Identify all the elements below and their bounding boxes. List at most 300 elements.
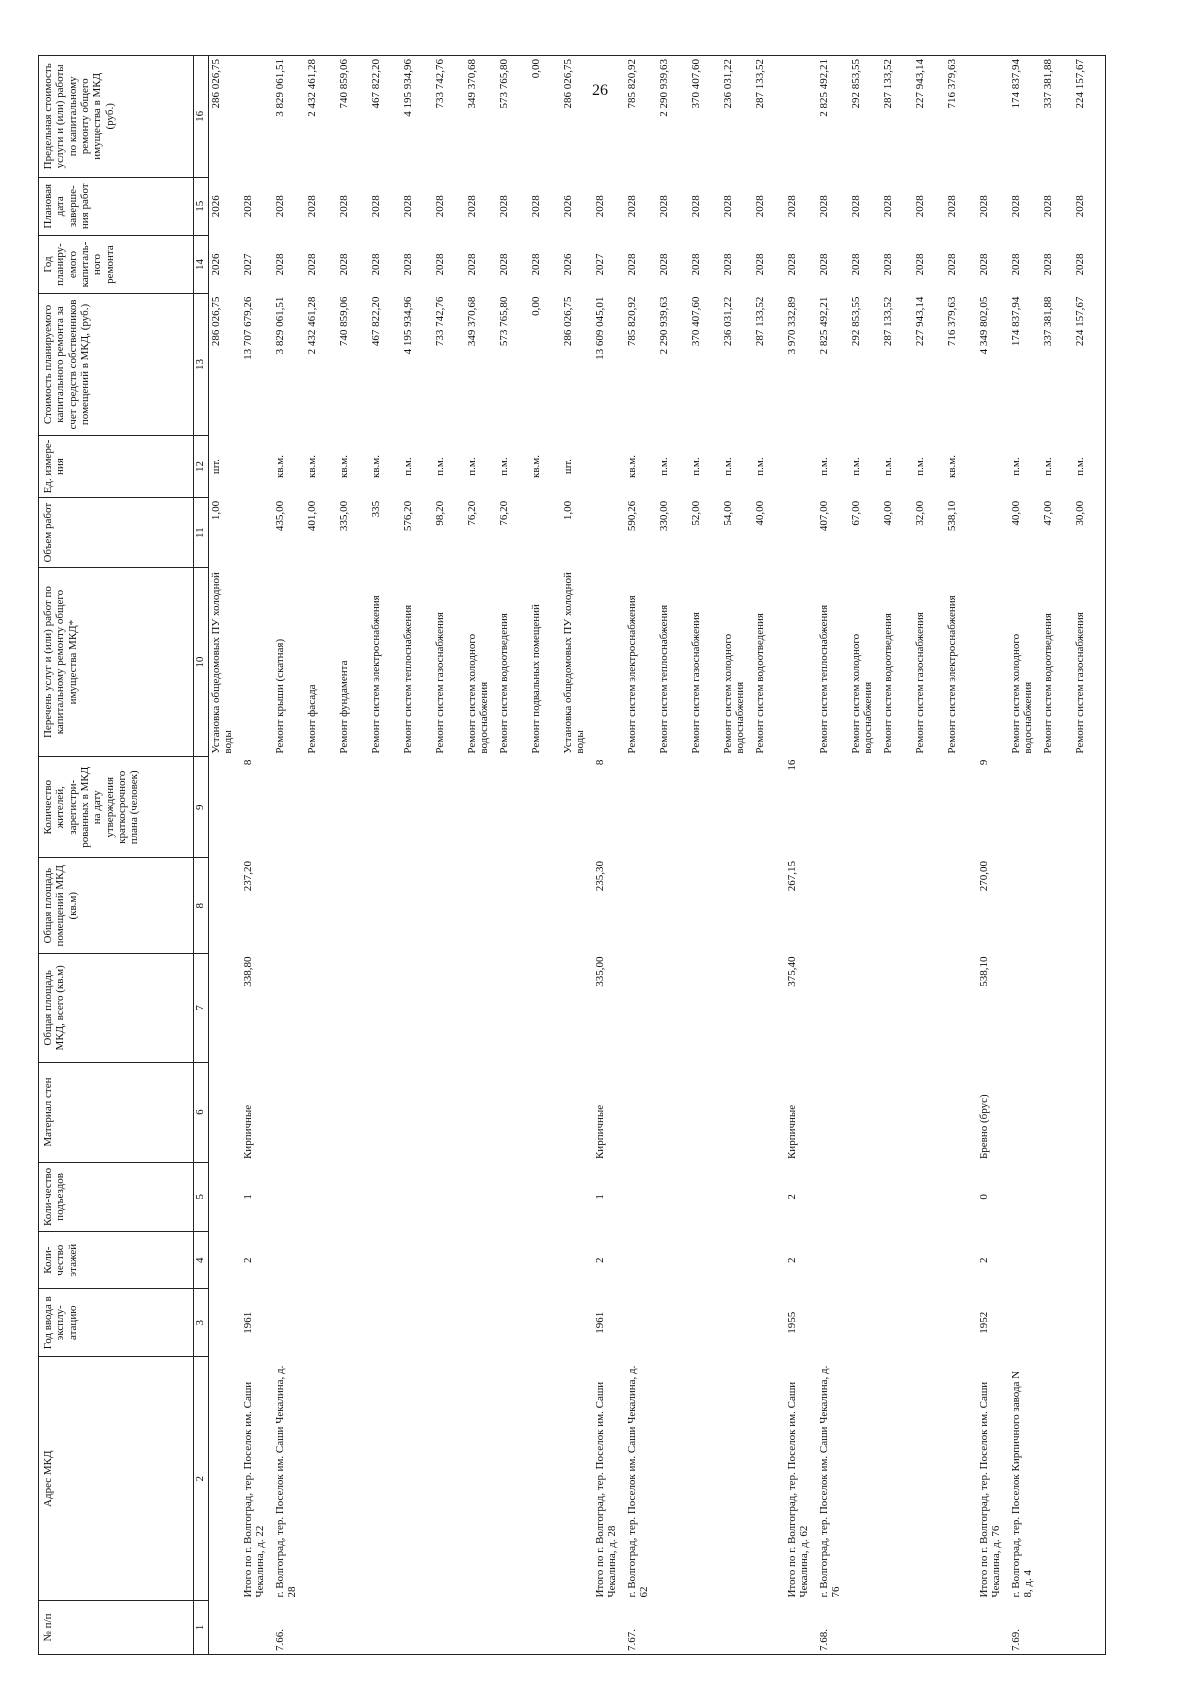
entrances-count-cell [1041,1162,1073,1232]
wall-material-cell [369,1062,401,1162]
entrances-count-cell [849,1162,881,1232]
floors-count-cell [753,1232,785,1289]
premises-area-cell [465,858,497,954]
work-type-cell: Ремонт систем холодного водоснабжения [722,633,747,754]
planned-cost-cell: 174 837,94 [1010,296,1022,347]
floors-count-cell: 2 [594,1257,606,1263]
commission-year-cell [497,1289,529,1357]
commission-year-cell [1073,1289,1106,1357]
work-type-cell: Ремонт систем электроснабжения [626,595,638,754]
plan-year-cell: 2028 [850,253,862,276]
planned-cost-cell: 733 742,76 [434,296,446,347]
work-volume-cell: 76,20 [498,500,510,526]
planned-cost-cell: 236 031,22 [722,296,734,347]
work-volume-cell [977,498,1009,568]
max-cost-cell: 2 432 461,28 [305,56,337,178]
residents-count-cell [465,757,497,858]
floors-count-cell [945,1232,977,1289]
residents-count-cell [817,757,849,858]
max-cost-cell [977,56,1009,178]
planned-cost-cell: 337 381,88 [1042,296,1054,347]
row-number-cell: 7.69. [1009,1601,1041,1655]
floors-count-cell: 2 [242,1257,254,1263]
planned-cost-cell: 292 853,55 [850,296,862,347]
column-number: 1 [194,1601,209,1655]
residents-count-cell [337,757,369,858]
wall-material-cell [529,1062,561,1162]
row-number-cell [593,1601,625,1655]
column-number: 10 [194,568,209,757]
wall-material-cell [401,1062,433,1162]
work-type-cell: Ремонт систем газоснабжения [1073,568,1106,757]
column-header: Общая площадь помещений МКД (кв.м) [39,858,194,954]
entrances-count-cell [689,1162,721,1232]
completion-date-cell: 2028 [274,195,286,218]
row-number-cell [241,1601,273,1655]
residents-count-cell [1009,757,1041,858]
plan-year-cell: 2028 [818,253,830,276]
total-area-cell [945,954,977,1063]
commission-year-cell [753,1289,785,1357]
residents-count-cell [497,757,529,858]
floors-count-cell [881,1232,913,1289]
premises-area-cell [1041,858,1073,954]
unit-cell: п.м. [882,457,894,476]
table-row [593,56,625,1655]
planned-cost-cell: 227 943,14 [914,296,926,347]
total-area-cell [497,954,529,1063]
column-header: Перечень услуг и (или) работ по капитальному ремонту общего имущества МКД* [39,568,194,757]
row-number-cell [753,1601,785,1655]
commission-year-cell [209,1289,242,1357]
work-type-cell: Ремонт систем теплоснабжения [658,604,670,754]
wall-material-cell [305,1062,337,1162]
total-area-cell [433,954,465,1063]
column-number: 9 [194,757,209,858]
residents-count-cell [1073,757,1106,858]
wall-material-cell [881,1062,913,1162]
completion-date-cell: 2028 [466,195,478,218]
premises-area-cell [209,858,242,954]
residents-count-cell [721,757,753,858]
table-row [753,56,785,1655]
unit-cell: п.м. [402,457,414,476]
planned-cost-cell: 13 609 045,01 [594,296,606,360]
entrances-count-cell [753,1162,785,1232]
row-number-cell [497,1601,529,1655]
row-number-cell: 7.67. [625,1601,657,1655]
residents-count-cell [305,757,337,858]
table-row [689,56,721,1655]
total-area-cell [817,954,849,1063]
premises-area-cell: 235,30 [594,860,606,892]
floors-count-cell [529,1232,561,1289]
unit-cell: п.м. [434,457,446,476]
row-number-cell [561,1601,593,1655]
entrances-count-cell [817,1162,849,1232]
work-type-cell [785,568,817,757]
address-cell [721,1357,753,1601]
wall-material-cell [433,1062,465,1162]
wall-material-cell [849,1062,881,1162]
premises-area-cell [881,858,913,954]
address-cell [369,1357,401,1601]
plan-year-cell: 2028 [978,253,990,276]
table-row [1041,56,1073,1655]
completion-date-cell: 2028 [690,195,702,218]
plan-year-cell: 2028 [658,253,670,276]
max-cost-cell: 287 133,52 [881,56,913,178]
completion-date-cell: 2028 [626,195,638,218]
residents-count-cell [753,757,785,858]
unit-cell: кв.м. [946,455,958,479]
floors-count-cell [273,1232,305,1289]
unit-cell: п.м. [658,457,670,476]
residents-count-cell [433,757,465,858]
column-header: Объем работ [39,498,194,568]
completion-date-cell: 2028 [1042,195,1054,218]
premises-area-cell: 270,00 [978,860,990,892]
commission-year-cell [721,1289,753,1357]
column-header: Стоимость планируемого капитального ремонта за счет средств собственников помещений в МКД, (руб.) [39,294,194,436]
capital-repair-table [38,55,1106,1655]
column-number: 13 [194,294,209,436]
premises-area-cell [1009,858,1041,954]
work-type-cell: Ремонт систем теплоснабжения [818,604,830,754]
unit-cell: п.м. [1042,457,1054,476]
unit-cell: шт. [210,458,222,475]
max-cost-cell: 785 820,92 [625,56,657,178]
row-number-cell [465,1601,497,1655]
max-cost-cell: 467 822,20 [369,56,401,178]
premises-area-cell [369,858,401,954]
entrances-count-cell [337,1162,369,1232]
work-volume-cell: 407,00 [818,500,830,532]
completion-date-cell: 2028 [818,195,830,218]
work-type-cell: Установка общедомовых ПУ холодной воды [210,572,235,754]
max-cost-cell: 2 825 492,21 [817,56,849,178]
premises-area-cell [913,858,945,954]
wall-material-cell [945,1062,977,1162]
commission-year-cell [337,1289,369,1357]
entrances-count-cell [945,1162,977,1232]
total-area-cell [1073,954,1106,1063]
entrances-count-cell [465,1162,497,1232]
floors-count-cell [561,1232,593,1289]
total-area-cell [401,954,433,1063]
table-row [273,56,305,1655]
max-cost-cell: 716 379,63 [945,56,977,178]
address-cell [849,1357,881,1601]
wall-material-cell: Кирпичные [242,1104,254,1160]
premises-area-cell: 267,15 [786,860,798,892]
planned-cost-cell: 2 825 492,21 [818,296,830,355]
work-volume-cell: 67,00 [850,500,862,526]
address-cell [209,1357,242,1601]
address-cell [337,1357,369,1601]
row-number-cell [785,1601,817,1655]
max-cost-cell: 0,00 [529,56,561,178]
unit-cell: п.м. [914,457,926,476]
premises-area-cell [337,858,369,954]
plan-year-cell: 2026 [210,253,222,276]
table-row [497,56,529,1655]
wall-material-cell [625,1062,657,1162]
unit-cell: кв.м. [274,455,286,479]
table-row [1073,56,1106,1655]
work-volume-cell: 1,00 [562,500,574,521]
row-number-cell [721,1601,753,1655]
work-type-cell: Ремонт систем газоснабжения [434,612,446,754]
residents-count-cell: 16 [786,759,798,771]
plan-year-cell: 2028 [402,253,414,276]
completion-date-cell: 2028 [242,195,254,218]
total-area-cell [337,954,369,1063]
plan-year-cell: 2028 [498,253,510,276]
commission-year-cell: 1955 [786,1311,798,1334]
commission-year-cell [305,1289,337,1357]
planned-cost-cell: 286 026,75 [210,296,222,347]
max-cost-cell: 733 742,76 [433,56,465,178]
plan-year-cell: 2028 [626,253,638,276]
column-number: 15 [194,177,209,235]
row-number-cell [369,1601,401,1655]
table-row [977,56,1009,1655]
completion-date-cell: 2028 [882,195,894,218]
column-number: 4 [194,1232,209,1289]
residents-count-cell [209,757,242,858]
wall-material-cell [1073,1062,1106,1162]
column-header: Коли-чество этажей [39,1232,194,1289]
planned-cost-cell: 716 379,63 [946,296,958,347]
total-area-cell [465,954,497,1063]
total-area-cell: 338,80 [242,956,254,987]
planned-cost-cell: 370 407,60 [690,296,702,347]
work-type-cell: Ремонт систем водоотведения [498,613,510,754]
address-cell [881,1357,913,1601]
work-type-cell: Ремонт систем электроснабжения [370,595,382,754]
planned-cost-cell: 224 157,67 [1073,294,1106,436]
total-area-cell [849,954,881,1063]
address-cell: Итого по г. Волгоград, тер. Поселок им. Саши Чекалина, д. 76 [978,1381,1003,1598]
floors-count-cell [913,1232,945,1289]
work-volume-cell [241,498,273,568]
planned-cost-cell: 467 822,20 [370,296,382,347]
completion-date-cell: 2028 [850,195,862,218]
table-row [817,56,849,1655]
row-number-cell [913,1601,945,1655]
work-type-cell: Ремонт систем теплоснабжения [402,604,414,754]
planned-cost-cell: 2 432 461,28 [306,296,318,355]
entrances-count-cell [913,1162,945,1232]
work-volume-cell: 590,26 [626,500,638,532]
address-cell [561,1357,593,1601]
row-number-cell [209,1601,242,1655]
completion-date-cell: 2028 [786,195,798,218]
column-header: Материал стен [39,1062,194,1162]
column-number: 2 [194,1357,209,1601]
unit-cell: п.м. [850,457,862,476]
unit-cell: кв.м. [626,455,638,479]
column-number: 5 [194,1162,209,1232]
residents-count-cell [369,757,401,858]
wall-material-cell [721,1062,753,1162]
planned-cost-cell: 3 970 332,89 [786,296,798,355]
floors-count-cell [337,1232,369,1289]
work-type-cell: Ремонт систем водоотведения [1042,613,1054,754]
column-header: Коли-чество подъездов [39,1162,194,1232]
work-type-cell: Ремонт систем электроснабжения [946,595,958,754]
floors-count-cell: 2 [978,1257,990,1263]
total-area-cell [689,954,721,1063]
wall-material-cell [209,1062,242,1162]
floors-count-cell: 2 [786,1257,798,1263]
unit-cell: п.м. [1073,435,1106,498]
row-number-cell [1073,1601,1106,1655]
column-number: 7 [194,954,209,1063]
completion-date-cell: 2028 [306,195,318,218]
planned-cost-cell: 287 133,52 [754,296,766,347]
unit-cell [977,435,1009,498]
address-cell [657,1357,689,1601]
floors-count-cell [369,1232,401,1289]
floors-count-cell [849,1232,881,1289]
premises-area-cell [721,858,753,954]
table-row [337,56,369,1655]
column-number: 16 [194,56,209,178]
residents-count-cell [881,757,913,858]
address-cell [497,1357,529,1601]
completion-date-cell: 2028 [946,195,958,218]
total-area-cell [209,954,242,1063]
plan-year-cell: 2028 [370,253,382,276]
max-cost-cell [785,56,817,178]
completion-date-cell: 2028 [402,195,414,218]
wall-material-cell: Бревно (брус) [978,1094,990,1160]
floors-count-cell [433,1232,465,1289]
max-cost-cell: 337 381,88 [1041,56,1073,178]
residents-count-cell [849,757,881,858]
table-row [881,56,913,1655]
work-type-cell: Ремонт систем газоснабжения [914,612,926,754]
work-volume-cell: 47,00 [1042,500,1054,526]
unit-cell: п.м. [818,457,830,476]
premises-area-cell [401,858,433,954]
table-row [241,56,273,1655]
wall-material-cell [753,1062,785,1162]
wall-material-cell [1041,1062,1073,1162]
column-header: Общая площадь МКД, всего (кв.м) [39,954,194,1063]
row-number-cell [849,1601,881,1655]
max-cost-cell: 740 859,06 [337,56,369,178]
plan-year-cell: 2028 [1073,235,1106,293]
planned-cost-cell: 785 820,92 [626,296,638,347]
column-header: Предельная стоимость услуги и (или) работы по капитальному ремонту общего имущества в МКД (руб.) [39,56,194,178]
wall-material-cell: Кирпичные [786,1104,798,1160]
wall-material-cell [1009,1062,1041,1162]
table-row [913,56,945,1655]
wall-material-cell [657,1062,689,1162]
column-number: 3 [194,1289,209,1357]
commission-year-cell: 1961 [594,1311,606,1334]
column-header: Год планиру-емого капиталь-ного ремонта [39,235,194,293]
floors-count-cell [721,1232,753,1289]
row-number-cell: 7.68. [817,1601,849,1655]
completion-date-cell: 2028 [978,195,990,218]
commission-year-cell [689,1289,721,1357]
total-area-cell: 538,10 [978,956,990,987]
premises-area-cell [689,858,721,954]
floors-count-cell [1009,1232,1041,1289]
entrances-count-cell [625,1162,657,1232]
plan-year-cell: 2028 [274,253,286,276]
page-number: 26 [592,82,608,99]
commission-year-cell [1041,1289,1073,1357]
max-cost-cell: 3 829 061,51 [273,56,305,178]
work-type-cell: Ремонт систем водоотведения [754,613,766,754]
floors-count-cell [817,1232,849,1289]
commission-year-cell [849,1289,881,1357]
column-number: 12 [194,435,209,498]
table-row [1009,56,1041,1655]
completion-date-cell: 2028 [1073,177,1106,235]
planned-cost-cell: 13 707 679,26 [242,296,254,360]
entrances-count-cell [369,1162,401,1232]
commission-year-cell: 1961 [242,1311,254,1334]
address-cell [305,1357,337,1601]
address-cell [401,1357,433,1601]
row-number-cell [433,1601,465,1655]
entrances-count-cell [433,1162,465,1232]
completion-date-cell: 2026 [562,195,574,218]
row-number-cell [945,1601,977,1655]
unit-cell: п.м. [690,457,702,476]
table-row [369,56,401,1655]
unit-cell: кв.м. [530,455,542,479]
column-number: 14 [194,235,209,293]
address-cell [1041,1357,1073,1601]
completion-date-cell: 2028 [434,195,446,218]
work-type-cell: Ремонт подвальных помещений [530,604,542,754]
address-cell: Итого по г. Волгоград, тер. Поселок им. Саши Чекалина, д. 28 [594,1381,619,1598]
residents-count-cell [625,757,657,858]
row-number-cell [977,1601,1009,1655]
planned-cost-cell: 4 349 802,05 [978,296,990,355]
address-cell [753,1357,785,1601]
residents-count-cell: 9 [978,759,990,766]
plan-year-cell: 2028 [338,253,350,276]
max-cost-cell [593,56,625,178]
max-cost-cell: 174 837,94 [1009,56,1041,178]
column-header: Ед. измере-ния [39,435,194,498]
row-number-cell [881,1601,913,1655]
address-cell: г. Волгоград, тер. Поселок им. Саши Чекалина, д. 28 [274,1365,299,1598]
unit-cell: кв.м. [338,455,350,479]
address-cell: г. Волгоград, тер. Поселок им. Саши Чекалина, д. 76 [818,1365,843,1598]
floors-count-cell [1073,1232,1106,1289]
row-number-cell [529,1601,561,1655]
residents-count-cell [401,757,433,858]
table-row [721,56,753,1655]
work-type-cell: Ремонт фасада [306,684,318,754]
premises-area-cell [625,858,657,954]
work-type-cell: Ремонт систем холодного водоснабжения [850,633,875,754]
plan-year-cell: 2028 [754,253,766,276]
max-cost-cell: 4 195 934,96 [401,56,433,178]
address-cell [945,1357,977,1601]
address-cell: Итого по г. Волгоград, тер. Поселок им. Саши Чекалина, д. 22 [242,1381,267,1598]
work-type-cell: Ремонт фундамента [338,660,350,754]
